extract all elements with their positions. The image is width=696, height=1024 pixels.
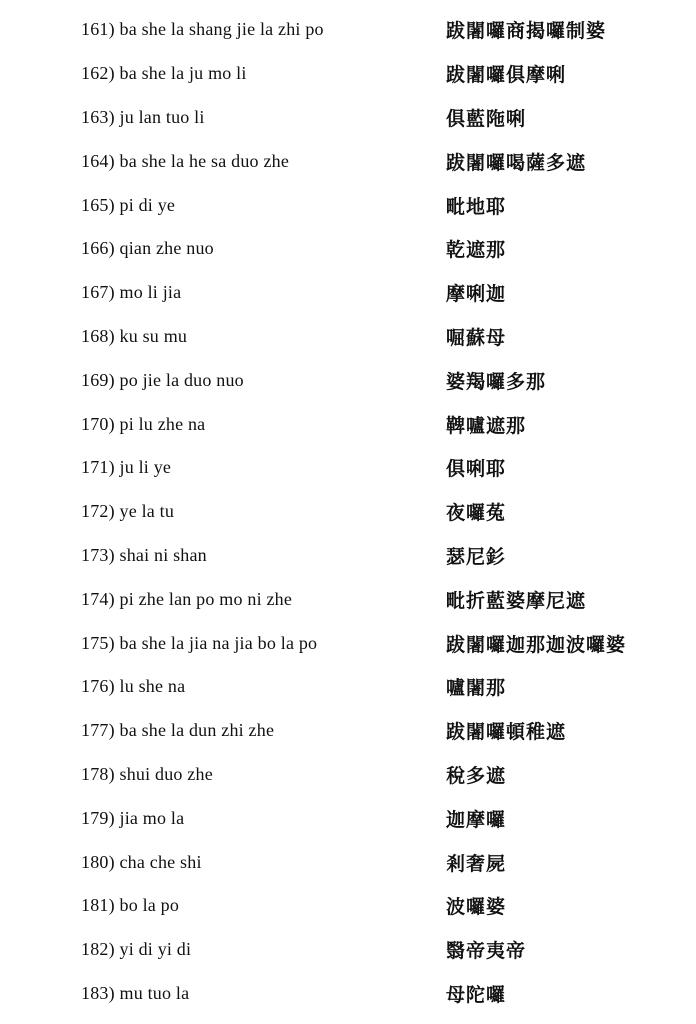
romanization-text: 169) po jie la duo nuo [81,369,244,390]
mantra-line [0,358,696,402]
mantra-line [0,8,696,52]
romanization-text: 179) jia mo la [81,807,185,828]
romanization-text: 172) ye la tu [81,501,175,522]
chinese-text: 俱藍陁唎 [446,107,527,130]
romanization-text: 168) ku su mu [81,325,188,346]
mantra-line [0,52,696,96]
chinese-text: 鞞嚧遮那 [446,414,527,437]
chinese-text: 跋闍囉商揭囉制婆 [446,20,607,43]
mantra-line [0,577,696,621]
mantra-line [0,183,696,227]
chinese-text: 跋闍囉頓稚遮 [446,721,567,744]
romanization-text: 167) mo li jia [81,282,182,303]
mantra-line [0,227,696,271]
chinese-text: 剎奢屍 [446,852,507,875]
chinese-text: 母陀囉 [446,983,507,1006]
romanization-text: 173) shai ni shan [81,544,207,565]
chinese-text: 瑟尼釤 [446,545,507,568]
romanization-text: 161) ba she la shang jie la zhi po [81,19,324,40]
mantra-line [0,796,696,840]
mantra-list [0,8,696,1015]
mantra-line [0,621,696,665]
romanization-text: 170) pi lu zhe na [81,413,206,434]
romanization-text: 174) pi zhe lan po mo ni zhe [81,588,293,609]
romanization-text: 162) ba she la ju mo li [81,63,247,84]
chinese-text: 迦摩囉 [446,808,507,831]
romanization-text: 163) ju lan tuo li [81,106,205,127]
mantra-line [0,446,696,490]
mantra-line [0,490,696,534]
chinese-text: 跋闍囉迦那迦波囉婆 [446,633,627,656]
chinese-text: 波囉婆 [446,896,507,919]
mantra-line [0,96,696,140]
mantra-line [0,139,696,183]
mantra-line [0,753,696,797]
chinese-text: 婆羯囉多那 [446,370,547,393]
chinese-text: 毗地耶 [446,195,507,218]
chinese-text: 嚧闍那 [446,677,507,700]
romanization-text: 166) qian zhe nuo [81,238,214,259]
chinese-text: 俱唎耶 [446,458,507,481]
romanization-text: 164) ba she la he sa duo zhe [81,150,290,171]
chinese-text: 跋闍囉俱摩唎 [446,64,567,87]
mantra-line [0,271,696,315]
mantra-line [0,665,696,709]
romanization-text: 183) mu tuo la [81,982,190,1003]
mantra-line [0,534,696,578]
mantra-line [0,972,696,1016]
chinese-text: 毗折藍婆摩尼遮 [446,589,587,612]
romanization-text: 175) ba she la jia na jia bo la po [81,632,318,653]
chinese-text: 乾遮那 [446,239,507,262]
chinese-text: 稅多遮 [446,764,507,787]
romanization-text: 177) ba she la dun zhi zhe [81,720,275,741]
mantra-line [0,315,696,359]
mantra-line [0,928,696,972]
romanization-text: 181) bo la po [81,895,180,916]
romanization-text: 182) yi di yi di [81,939,192,960]
chinese-text: 翳帝夷帝 [446,940,527,963]
romanization-text: 165) pi di ye [81,194,176,215]
chinese-text: 跋闍囉喝薩多遮 [446,151,587,174]
mantra-line [0,884,696,928]
romanization-text: 180) cha che shi [81,851,202,872]
chinese-text: 夜囉菟 [446,502,507,525]
mantra-line [0,402,696,446]
chinese-text: 摩唎迦 [446,283,507,306]
mantra-line [0,709,696,753]
romanization-text: 171) ju li ye [81,457,172,478]
romanization-text: 178) shui duo zhe [81,763,213,784]
chinese-text: 啒蘇母 [446,326,507,349]
romanization-text: 176) lu she na [81,676,186,697]
mantra-line [0,840,696,884]
